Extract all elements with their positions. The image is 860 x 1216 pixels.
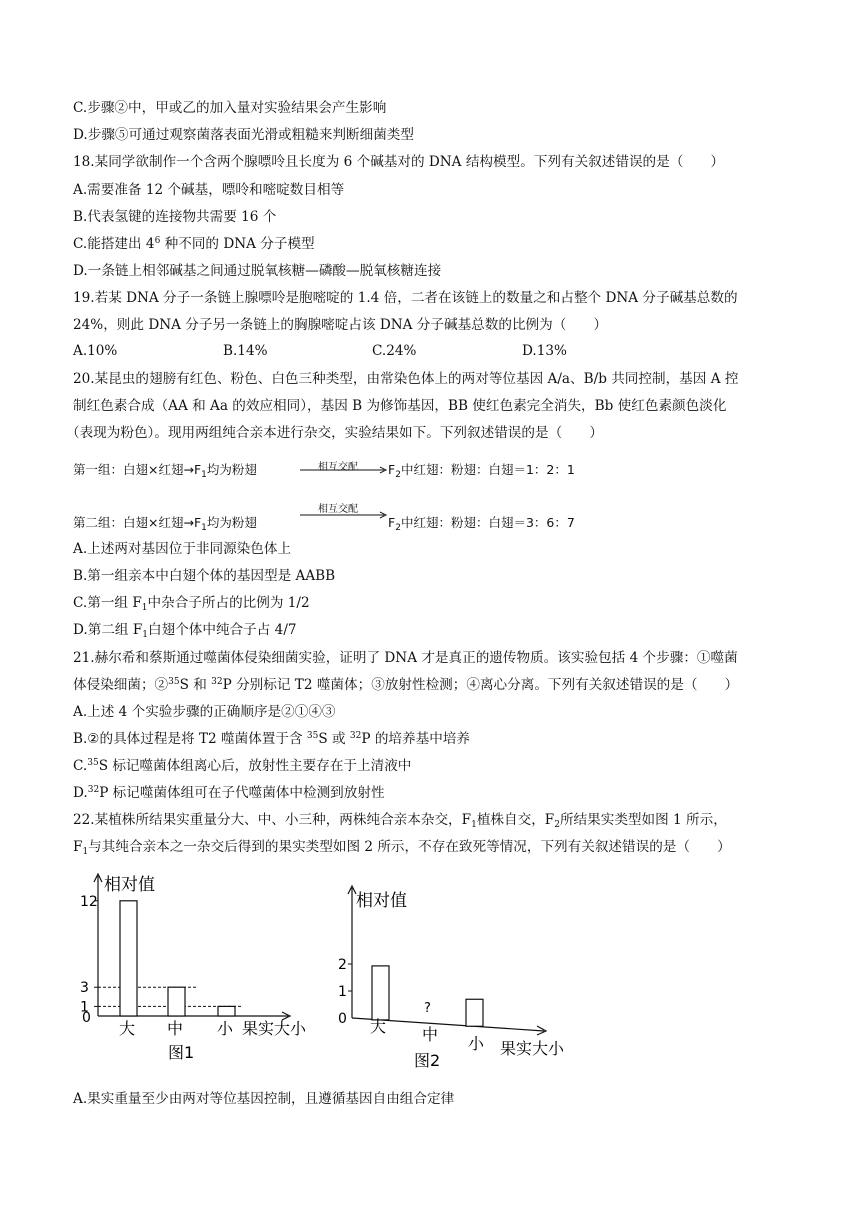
q21-option-a: A.上述 4 个实验步骤的正确顺序是②①④③ — [73, 704, 336, 720]
x-tick-label: 大 — [370, 1017, 387, 1036]
text: F — [388, 462, 396, 477]
bar — [168, 987, 185, 1016]
text: D. — [73, 785, 88, 801]
q18-option-a: A.需要准备 12 个碱基，嘌呤和嘧啶数目相等 — [73, 182, 345, 198]
x-tick-label: 小 — [217, 1019, 234, 1038]
q18-option-b: B.代表氢键的连接物共需要 16 个 — [73, 209, 277, 225]
arrow-icon — [298, 465, 390, 475]
y-axis-label: 相对值 — [356, 891, 407, 911]
q20-option-b: B.第一组亲本中白翅个体的基因型是 AABB — [73, 568, 336, 584]
text: S 标记噬菌体组离心后，放射性主要存在于上清液中 — [98, 758, 412, 774]
arrow-icon — [298, 510, 390, 520]
q19-option: D.13% — [522, 343, 567, 359]
q20-stem-line1: 20.某昆虫的翅膀有红色、粉色、白色三种类型，由常染色体上的两对等位基因 A/a、B/b 共同控制，基因 A 控 — [73, 371, 739, 387]
text: 植株自交，F — [476, 812, 555, 828]
q21-stem-line2 — [73, 675, 738, 695]
q19-stem-line1: 19.若某 DNA 分子一条链上腺嘌呤是胞嘧啶的 1.4 倍，二者在该链上的数量之和占整个 DNA 分子碱基总数的 — [73, 290, 738, 306]
bar — [466, 999, 483, 1026]
subscript: 1 — [201, 470, 207, 480]
subscript: 1 — [201, 523, 207, 533]
text: C.第一组 F — [73, 595, 142, 611]
text: D.第二组 F — [73, 622, 143, 638]
text: 第一组：白翅×红翅→F — [73, 462, 202, 477]
y-tick-label: 2 — [338, 957, 347, 973]
superscript: 35 — [306, 731, 319, 741]
bar — [372, 966, 389, 1020]
text: F — [388, 515, 396, 530]
text: 体侵染细菌；② — [73, 677, 169, 693]
superscript: 35 — [87, 758, 99, 768]
text: 22.某植株所结果实重量分大、中、小三种，两株纯合亲本杂交，F — [73, 812, 472, 828]
q19-option: B.14% — [223, 343, 268, 359]
text: B.②的具体过程是将 T2 噬菌体置于含 — [73, 731, 307, 747]
superscript: 35 — [168, 677, 180, 687]
subscript: 1 — [141, 603, 148, 613]
q21-option-c — [73, 756, 411, 776]
text: P 的培养基中培养 — [361, 731, 470, 747]
q22-stem-line2 — [73, 837, 731, 857]
q21-option-d — [73, 783, 385, 803]
superscript: 6 — [154, 236, 161, 246]
subscript: 2 — [395, 470, 401, 480]
arrow-label: 相互交配 — [318, 462, 358, 473]
text: 中红翅：粉翅：白翅＝3：6：7 — [400, 515, 575, 530]
figure-title: 图1 — [168, 1043, 195, 1062]
x-axis-label: 果实大小 — [242, 1019, 307, 1038]
cross-group-2 — [73, 513, 257, 531]
text: 中红翅：粉翅：白翅＝1：2：1 — [400, 462, 575, 477]
q17-option-d: D.步骤⑤可通过观察菌落表面光滑或粗糙来判断细菌类型 — [73, 127, 414, 143]
q21-option-b — [73, 729, 470, 749]
text: P 标记噬菌体组可在子代噬菌体中检测到放射性 — [99, 785, 385, 801]
superscript: 32 — [349, 731, 362, 741]
x-tick-label: 中 — [422, 1025, 439, 1044]
subscript: 1 — [471, 820, 477, 830]
y-axis-label: 相对值 — [104, 875, 155, 895]
text: S 和 — [179, 677, 212, 693]
figure-2-chart — [330, 880, 590, 1070]
q21-stem-line1: 21.赫尔希和蔡斯通过噬菌体侵染细菌实验，证明了 DNA 才是真正的遗传物质。该实验包括 4 个步骤：①噬菌 — [73, 650, 738, 666]
text: 第二组：白翅×红翅→F — [73, 515, 202, 530]
cross-group-1-result — [388, 460, 575, 478]
bar — [120, 901, 137, 1016]
q20-option-d — [73, 620, 297, 640]
x-tick-label: 小 — [468, 1034, 485, 1053]
text: 所结果实类型如图 1 所示， — [559, 812, 727, 828]
text: 白翅个体中纯合子占 4/7 — [148, 622, 297, 638]
y-tick-label: 0 — [338, 1011, 347, 1027]
text: F — [73, 839, 83, 855]
y-tick-label: 1 — [80, 999, 89, 1016]
y-tick-label: 1 — [338, 984, 347, 1000]
q18-option-d: D.一条链上相邻碱基之间通过脱氧核糖—磷酸—脱氧核糖连接 — [73, 263, 442, 279]
cross-group-1 — [73, 460, 257, 478]
figure-1-chart — [70, 868, 320, 1068]
q22-option-a: A.果实重量至少由两对等位基因控制，且遵循基因自由组合定律 — [73, 1091, 455, 1107]
x-axis-label: 果实大小 — [500, 1039, 565, 1058]
y-tick-label: 3 — [80, 980, 89, 997]
q20-stem-line3: （表现为粉色）。现用两组纯合亲本进行杂交，实验结果如下。下列叙述错误的是（ ） — [66, 425, 603, 441]
x-tick-label: 大 — [119, 1019, 136, 1038]
q20-stem-line2: 制红色素合成（AA 和 Aa 的效应相同），基因 B 为修饰基因，BB 使红色素完全消失，Bb 使红色素颜色淡化 — [73, 398, 727, 414]
superscript: 32 — [211, 677, 223, 687]
value-annotation: ? — [424, 1001, 431, 1016]
q18-stem: 18.某同学欲制作一个含两个腺嘌呤且长度为 6 个碱基对的 DNA 结构模型。下列有关叙述错误的是（ ） — [73, 154, 725, 170]
q20-option-c — [73, 593, 310, 613]
q17-option-c: C.步骤②中，甲或乙的加入量对实验结果会产生影响 — [73, 100, 387, 116]
y-tick-label: 0 — [82, 1010, 91, 1026]
bar — [218, 1006, 235, 1016]
text: 种不同的 DNA 分子模型 — [160, 236, 315, 252]
subscript: 1 — [142, 630, 149, 640]
x-tick-label: 中 — [167, 1019, 184, 1038]
subscript: 2 — [395, 523, 401, 533]
text: 均为粉翅 — [206, 462, 257, 477]
q20-option-a: A.上述两对基因位于非同源染色体上 — [73, 541, 292, 557]
text: 与其纯合亲本之一杂交后得到的果实类型如图 2 所示，不存在致死等情况，下列有关叙述错误的是（ ） — [88, 839, 731, 855]
text: P 分别标记 T2 噬菌体；③放射性检测；④离心分离。下列有关叙述错误的是（ ） — [222, 677, 739, 693]
superscript: 32 — [87, 785, 100, 795]
text: C.能搭建出 4 — [73, 236, 155, 252]
y-tick-label: 12 — [80, 893, 98, 910]
text: 中杂合子所占的比例为 1/2 — [147, 595, 310, 611]
q18-option-c — [73, 234, 315, 254]
q19-option: A.10% — [73, 343, 118, 359]
cross-group-2-result — [388, 513, 575, 531]
subscript: 1 — [82, 847, 89, 857]
q19-stem-line2: 24%，则此 DNA 分子另一条链上的胸腺嘧啶占该 DNA 分子碱基总数的比例为（ ） — [73, 317, 608, 333]
q19-option: C.24% — [372, 343, 417, 359]
q22-stem-line1 — [73, 810, 727, 830]
subscript: 2 — [554, 820, 560, 830]
figure-title: 图2 — [414, 1051, 441, 1070]
text: 均为粉翅 — [206, 515, 257, 530]
arrow-label: 相互交配 — [318, 504, 358, 515]
text: C. — [73, 758, 88, 774]
text: S 或 — [318, 731, 350, 747]
